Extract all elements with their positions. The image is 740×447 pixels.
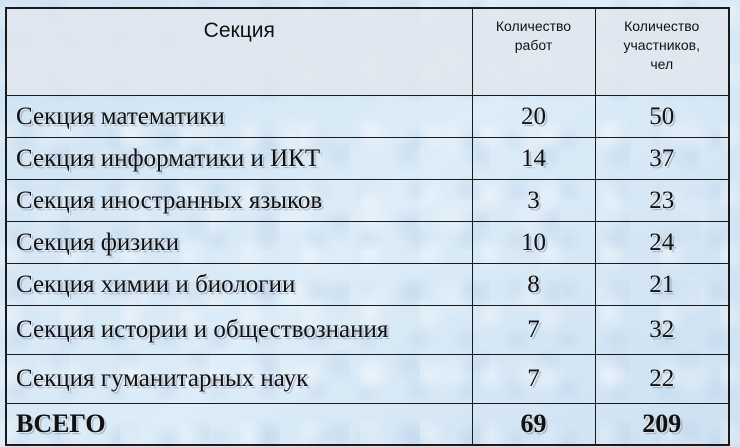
header-works (472, 8, 595, 96)
table-row (6, 264, 729, 306)
row-participants-count: 37 (595, 138, 729, 180)
row-works-count: 10 (472, 222, 595, 264)
total-row (6, 404, 729, 446)
row-section-name: Секция истории и обществознания (6, 306, 472, 355)
row-participants-count: 24 (595, 222, 729, 264)
total-label: ВСЕГО (6, 404, 472, 446)
header-works-line-2: работ (514, 37, 553, 53)
table-header-row (6, 8, 729, 96)
row-works-count: 7 (472, 355, 595, 404)
row-section-name: Секция химии и биологии (6, 264, 472, 306)
row-participants-count: 32 (595, 306, 729, 355)
header-participants-line-3: чел (650, 56, 674, 72)
row-works-count: 3 (472, 180, 595, 222)
row-section-name: Секция иностранных языков (6, 180, 472, 222)
table-row (6, 222, 729, 264)
header-works-line-1: Количество (495, 18, 572, 34)
row-section-name: Секция математики (6, 96, 472, 138)
table-row (6, 96, 729, 138)
header-section: Секция (6, 8, 472, 96)
row-works-count: 20 (472, 96, 595, 138)
row-participants-count: 21 (595, 264, 729, 306)
row-section-name: Секция гуманитарных наук (6, 355, 472, 404)
table-row (6, 355, 729, 404)
row-works-count: 8 (472, 264, 595, 306)
row-participants-count: 22 (595, 355, 729, 404)
row-works-count: 7 (472, 306, 595, 355)
row-participants-count: 50 (595, 96, 729, 138)
sections-table (5, 7, 730, 446)
row-section-name: Секция физики (6, 222, 472, 264)
table-row (6, 306, 729, 355)
row-works-count: 14 (472, 138, 595, 180)
row-participants-count: 23 (595, 180, 729, 222)
header-participants-line-1: Количество (624, 18, 700, 34)
row-section-name: Секция информатики и ИКТ (6, 138, 472, 180)
total-participants: 209 (595, 404, 729, 446)
table-row (6, 138, 729, 180)
table-row (6, 180, 729, 222)
header-participants (595, 8, 729, 96)
header-participants-line-2: участников, (623, 37, 700, 53)
total-works: 69 (472, 404, 595, 446)
